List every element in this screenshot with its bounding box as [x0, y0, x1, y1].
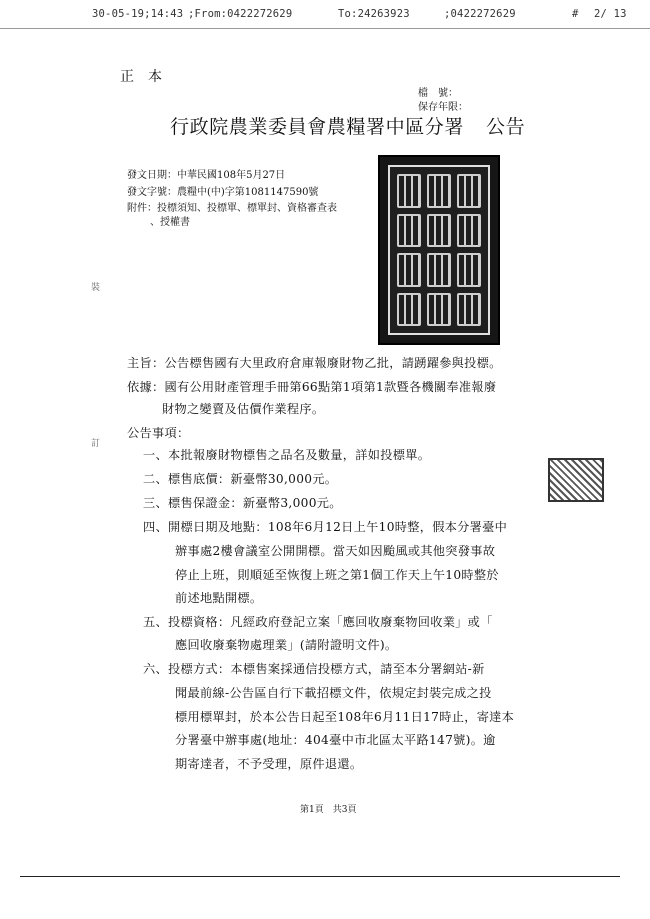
copy-type-label: 正本 [120, 69, 176, 85]
fax-page: 2/ 13 [594, 8, 627, 20]
agency-name: 行政院農業委員會農糧署中區分署 [170, 116, 465, 138]
basis-text-2: 財物之變賣及估價作業程序。 [162, 402, 325, 416]
issue-date-value: 中華民國108年5月27日 [177, 170, 286, 181]
retention-label: 保存年限： [418, 102, 468, 113]
item-4-line-2: 辦事處2樓會議室公開開標。當天如因颱風或其他突發事故 [175, 544, 496, 558]
item-2: 二、標售底價：新臺幣30,000元。 [143, 472, 338, 486]
fax-to-number: ;0422272629 [444, 8, 516, 20]
seal-characters [394, 171, 484, 329]
issue-number [127, 183, 318, 198]
cut-mark: 訂 [91, 439, 101, 449]
subject-line [127, 354, 502, 371]
footer-divider [20, 876, 620, 877]
binding-mark: 裝 [91, 283, 101, 293]
page-number: 第1頁 共3頁 [300, 805, 357, 815]
item-5-line-2: 應回收廢棄物處理業」(請附證明文件)。 [175, 638, 398, 652]
official-seal-stamp [378, 155, 500, 345]
issue-date [127, 166, 285, 181]
fax-header-divider [0, 28, 650, 29]
file-number-label: 檔 號： [418, 88, 458, 99]
item-5-line-1: 五、投標資格：凡經政府登記立案「應回收廢棄物回收業」或「 [143, 615, 493, 629]
item-1: 一、本批報廢財物標售之品名及數量，詳如投標單。 [143, 448, 431, 462]
item-6-line-3: 標用標單封，於本公告日起至108年6月11日17時止，寄達本 [175, 710, 515, 724]
attachments-line-1: 投標須知、投標單、標單封、資格審查表 [157, 203, 337, 214]
document-type: 公告 [486, 116, 526, 138]
fax-timestamp: 30-05-19;14:43 [92, 8, 184, 20]
item-4-line-4: 前述地點開標。 [175, 591, 263, 605]
announcement-items-label: 公告事項： [127, 426, 190, 440]
document-title [170, 112, 525, 139]
attachments-line-2: 、授權書 [150, 217, 190, 228]
fax-to: To:24263923 [338, 8, 410, 20]
item-3: 三、標售保證金：新臺幣3,000元。 [143, 496, 342, 510]
basis-text-1: 國有公用財產管理手冊第66點第1項第1款暨各機關奉准報廢 [164, 380, 497, 394]
issue-date-label: 發文日期： [127, 170, 177, 181]
fax-page-marker: # [572, 8, 579, 20]
basis-label: 依據： [127, 380, 165, 394]
item-4-line-1: 四、開標日期及地點：108年6月12日上午10時整，假本分署臺中 [143, 520, 508, 534]
attachments-label: 附件： [127, 203, 157, 214]
subject-label: 主旨： [127, 356, 165, 370]
item-6-line-4: 分署臺中辦事處(地址：404臺中市北區太平路147號)。逾 [175, 733, 496, 747]
attachments [127, 199, 337, 214]
issue-number-label: 發文字號： [127, 187, 177, 198]
small-seal-stamp [548, 458, 604, 502]
fax-from: ;From:0422272629 [188, 8, 293, 20]
item-6-line-1: 六、投標方式：本標售案採通信投標方式，請至本分署網站-新 [143, 662, 485, 676]
subject-text: 公告標售國有大里政府倉庫報廢財物乙批，請踴躍參與投標。 [164, 356, 502, 370]
item-4-line-3: 停止上班，則順延至恢復上班之第1個工作天上午10時整於 [175, 568, 499, 582]
item-6-line-5: 期寄達者，不予受理，原件退還。 [175, 757, 363, 771]
issue-number-value: 農糧中(中)字第1081147590號 [177, 187, 319, 198]
basis-line-1 [127, 378, 496, 395]
item-6-line-2: 聞最前線-公告區自行下載招標文件，依規定封裝完成之投 [175, 686, 492, 700]
